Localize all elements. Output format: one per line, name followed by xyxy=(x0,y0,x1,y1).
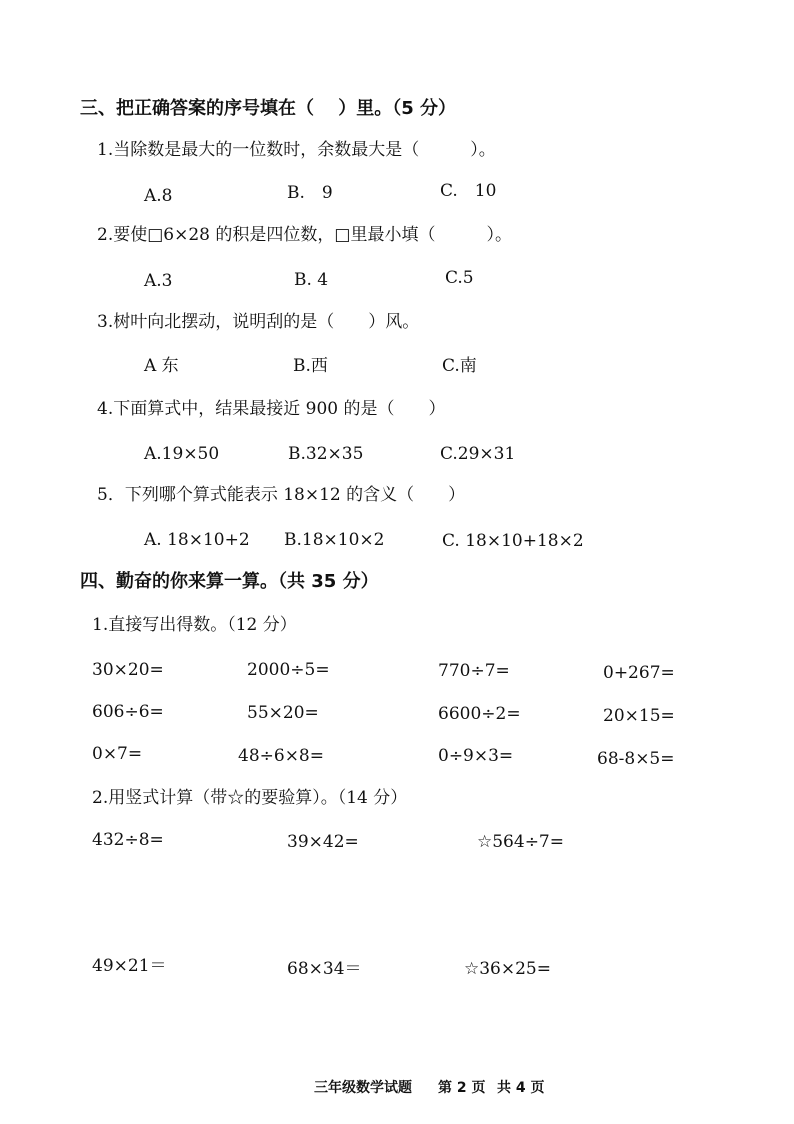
q4-option-b: B.32×35 xyxy=(288,444,364,464)
vertical-calc-item: ☆36×25= xyxy=(464,959,551,979)
calc-item: 606÷6= xyxy=(92,702,164,722)
q3-stem: 3.树叶向北摆动，说明刮的是（ ）风。 xyxy=(97,312,420,332)
vertical-calc-item: 49×21＝ xyxy=(92,956,167,976)
q3-option-b: B.西 xyxy=(293,356,328,376)
q5-stem: 5．下列哪个算式能表示 18×12 的含义（ ） xyxy=(97,485,466,505)
q1-option-c: C. 10 xyxy=(440,181,497,201)
calc-item: 55×20= xyxy=(247,703,319,723)
calc-item: 0÷9×3= xyxy=(438,746,514,766)
calc-item: 2000÷5= xyxy=(247,660,330,680)
vertical-calc-item: 68×34＝ xyxy=(287,959,362,979)
q3-option-c: C.南 xyxy=(442,356,477,376)
section3-title: 三、把正确答案的序号填在（ ）里。（5 分） xyxy=(80,98,457,119)
footer-page: 第 2 页 xyxy=(438,1080,486,1096)
q2-stem: 2.要使□6×28 的积是四位数，□里最小填（ ）。 xyxy=(97,225,512,245)
part1-title: 1.直接写出得数。（12 分） xyxy=(92,615,297,635)
q2-option-a: A.3 xyxy=(144,271,173,291)
q1-stem: 1.当除数是最大的一位数时，余数最大是（ ）。 xyxy=(97,140,496,160)
vertical-calc-item: 39×42= xyxy=(287,832,359,852)
q1-option-b: B. 9 xyxy=(287,183,333,203)
calc-item: 770÷7= xyxy=(438,661,510,681)
q5-option-c: C. 18×10+18×2 xyxy=(442,531,584,551)
calc-item: 30×20= xyxy=(92,660,164,680)
q5-option-a: A. 18×10+2 xyxy=(144,530,250,550)
part2-title: 2.用竖式计算（带☆的要验算）。（14 分） xyxy=(92,788,408,808)
calc-item: 20×15= xyxy=(603,706,675,726)
footer-total: 共 4 页 xyxy=(497,1080,545,1096)
section4-title: 四、勤奋的你来算一算。（共 35 分） xyxy=(80,571,379,592)
calc-item: 68-8×5= xyxy=(597,749,675,769)
calc-item: 0×7= xyxy=(92,744,143,764)
q3-option-a: A 东 xyxy=(144,356,179,376)
q4-option-c: C.29×31 xyxy=(440,444,516,464)
calc-item: 6600÷2= xyxy=(438,704,521,724)
footer-subject: 三年级数学试题 xyxy=(314,1080,412,1096)
q2-option-c: C.5 xyxy=(445,268,474,288)
q4-stem: 4.下面算式中，结果最接近 900 的是（ ） xyxy=(97,399,446,419)
q2-option-b: B. 4 xyxy=(294,270,329,290)
q5-option-b: B.18×10×2 xyxy=(284,530,385,550)
calc-item: 0+267= xyxy=(603,663,675,683)
q4-option-a: A.19×50 xyxy=(144,444,220,464)
calc-item: 48÷6×8= xyxy=(238,746,324,766)
q1-option-a: A.8 xyxy=(144,186,173,206)
vertical-calc-item: ☆564÷7= xyxy=(477,832,564,852)
vertical-calc-item: 432÷8= xyxy=(92,830,164,850)
